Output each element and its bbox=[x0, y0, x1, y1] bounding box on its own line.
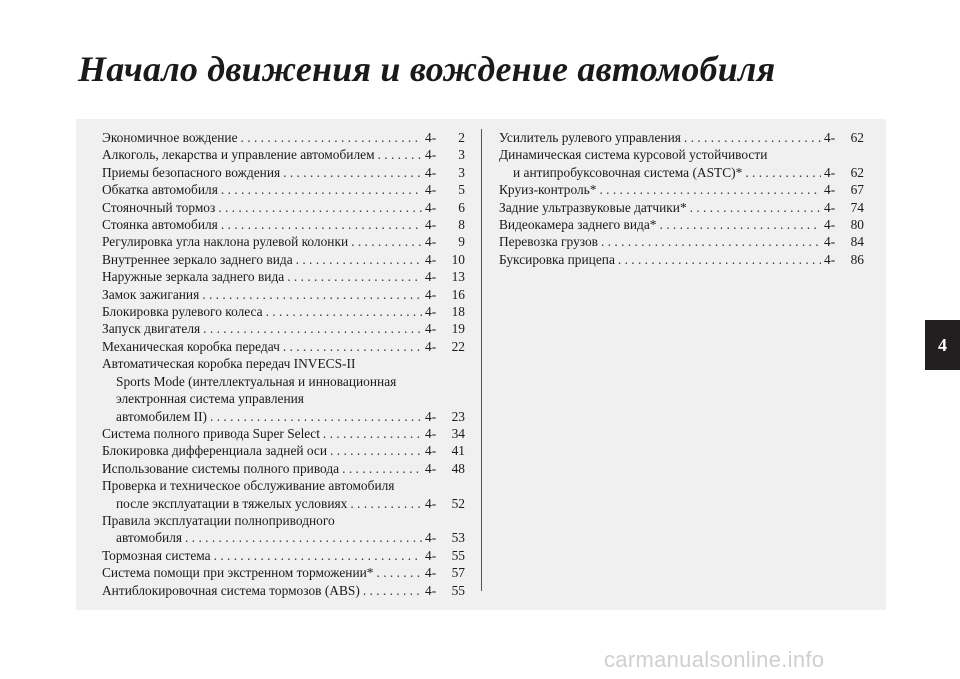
toc-entry-line: Правила эксплуатации полноприводного bbox=[102, 512, 335, 528]
toc-dot-leader bbox=[214, 547, 422, 564]
toc-dot-leader bbox=[363, 582, 422, 599]
toc-page-number: 67 bbox=[850, 182, 864, 198]
toc-entry-title: и антипробуксовочная система (ASTC)* bbox=[513, 164, 743, 180]
toc-column-left bbox=[102, 129, 465, 599]
toc-chapter-prefix: 4- bbox=[425, 338, 437, 354]
toc-chapter-prefix: 4- bbox=[824, 199, 836, 215]
toc-entry[interactable] bbox=[102, 512, 465, 547]
toc-dot-leader bbox=[221, 181, 422, 198]
toc-dot-leader bbox=[350, 495, 422, 512]
toc-entry[interactable] bbox=[102, 355, 465, 425]
toc-entry-line: Проверка и техническое обслуживание автомобиля bbox=[102, 478, 395, 494]
toc-page-number: 84 bbox=[850, 234, 864, 250]
toc-entry[interactable] bbox=[102, 181, 465, 198]
toc-chapter-prefix: 4- bbox=[425, 199, 437, 215]
toc-dot-leader bbox=[377, 564, 422, 581]
toc-entry-line bbox=[499, 164, 864, 181]
toc-page-number: 10 bbox=[451, 251, 465, 267]
toc-dot-leader bbox=[601, 233, 821, 250]
toc-page-number: 74 bbox=[850, 199, 864, 215]
toc-entry[interactable] bbox=[102, 320, 465, 337]
toc-entry[interactable] bbox=[102, 564, 465, 581]
toc-entry[interactable] bbox=[102, 425, 465, 442]
watermark: carmanualsonline.info bbox=[604, 647, 825, 672]
toc-entry-title: Видеокамера заднего вида* bbox=[499, 217, 657, 233]
toc-entry-title: Обкатка автомобиля bbox=[102, 182, 218, 198]
toc-page-number: 55 bbox=[451, 547, 465, 563]
toc-chapter-prefix: 4- bbox=[425, 164, 437, 180]
toc-page-number: 34 bbox=[451, 425, 465, 441]
toc-dot-leader bbox=[218, 199, 422, 216]
toc-entry-line bbox=[102, 408, 465, 425]
toc-dot-leader bbox=[378, 146, 422, 163]
toc-chapter-prefix: 4- bbox=[425, 130, 437, 145]
toc-dot-leader bbox=[296, 251, 422, 268]
toc-dot-leader bbox=[323, 425, 422, 442]
toc-entry-title: Антиблокировочная система тормозов (ABS) bbox=[102, 582, 360, 598]
toc-page-number: 6 bbox=[458, 199, 465, 215]
toc-page-number: 2 bbox=[458, 130, 465, 145]
toc-page-number: 18 bbox=[451, 304, 465, 320]
toc-chapter-prefix: 4- bbox=[425, 234, 437, 250]
toc-page-number: 80 bbox=[850, 217, 864, 233]
toc-page-number: 16 bbox=[451, 286, 465, 302]
toc-entry[interactable] bbox=[499, 216, 864, 233]
toc-page-number: 86 bbox=[850, 251, 864, 267]
toc-entry[interactable] bbox=[102, 442, 465, 459]
toc-dot-leader bbox=[618, 251, 821, 268]
toc-entry[interactable] bbox=[102, 129, 465, 146]
toc-dot-leader bbox=[203, 320, 422, 337]
toc-entry-line: Динамическая система курсовой устойчивости bbox=[499, 147, 768, 163]
toc-entry-title: Задние ультразвуковые датчики* bbox=[499, 199, 687, 215]
toc-page-number: 62 bbox=[850, 130, 864, 145]
toc-entry[interactable] bbox=[102, 582, 465, 599]
toc-chapter-prefix: 4- bbox=[425, 530, 437, 546]
toc-entry-line: электронная система управления bbox=[116, 391, 304, 407]
toc-entry-title: Приемы безопасного вождения bbox=[102, 164, 281, 180]
toc-entry[interactable] bbox=[499, 146, 864, 181]
toc-page-number: 9 bbox=[458, 234, 465, 250]
toc-column-right bbox=[499, 129, 864, 268]
toc-chapter-prefix: 4- bbox=[824, 164, 836, 180]
toc-page-number: 52 bbox=[451, 495, 465, 511]
toc-chapter-prefix: 4- bbox=[425, 147, 437, 163]
toc-entry[interactable] bbox=[102, 303, 465, 320]
toc-entry-title: Система полного привода Super Select bbox=[102, 425, 320, 441]
toc-entry-title: Блокировка рулевого колеса bbox=[102, 304, 263, 320]
toc-entry-title: Механическая коробка передач bbox=[102, 338, 280, 354]
toc-entry-title: автомобиля bbox=[116, 530, 183, 546]
toc-chapter-prefix: 4- bbox=[425, 565, 437, 581]
toc-entry[interactable] bbox=[102, 547, 465, 564]
toc-entry-title: Буксировка прицепа bbox=[499, 251, 615, 267]
toc-chapter-prefix: 4- bbox=[824, 234, 836, 250]
toc-dot-leader bbox=[330, 442, 422, 459]
toc-page-number: 19 bbox=[451, 321, 465, 337]
toc-dot-leader bbox=[210, 408, 422, 425]
toc-dot-leader bbox=[690, 199, 821, 216]
toc-chapter-prefix: 4- bbox=[425, 425, 437, 441]
toc-chapter-prefix: 4- bbox=[425, 460, 437, 476]
toc-entry-title: автомобилем II) bbox=[116, 408, 208, 424]
toc-dot-leader bbox=[185, 529, 422, 546]
toc-chapter-prefix: 4- bbox=[425, 304, 437, 320]
toc-chapter-prefix: 4- bbox=[824, 217, 836, 233]
toc-page-number: 22 bbox=[451, 338, 465, 354]
toc-page-number: 8 bbox=[458, 217, 465, 233]
toc-entry[interactable] bbox=[499, 199, 864, 216]
toc-chapter-prefix: 4- bbox=[425, 251, 437, 267]
toc-chapter-prefix: 4- bbox=[425, 217, 437, 233]
table-of-contents bbox=[76, 119, 886, 610]
toc-page-number: 57 bbox=[451, 565, 465, 581]
toc-page-number: 55 bbox=[451, 582, 465, 598]
toc-chapter-prefix: 4- bbox=[425, 408, 437, 424]
toc-entry[interactable] bbox=[102, 338, 465, 355]
toc-entry[interactable] bbox=[102, 251, 465, 268]
toc-page-number: 3 bbox=[458, 147, 465, 163]
toc-entry-title: после эксплуатации в тяжелых условиях bbox=[116, 495, 348, 511]
toc-entry[interactable] bbox=[102, 164, 465, 181]
toc-entry[interactable] bbox=[499, 181, 864, 198]
toc-entry-title: Регулировка угла наклона рулевой колонки bbox=[102, 234, 349, 250]
toc-entry[interactable] bbox=[102, 146, 465, 163]
toc-entry-title: Усилитель рулевого управления bbox=[499, 130, 681, 145]
toc-page-number: 48 bbox=[451, 460, 465, 476]
toc-chapter-prefix: 4- bbox=[425, 443, 437, 459]
toc-entry-title: Алкоголь, лекарства и управление автомобилем bbox=[102, 147, 375, 163]
toc-entry-title: Тормозная система bbox=[102, 547, 211, 563]
toc-chapter-prefix: 4- bbox=[824, 251, 836, 267]
toc-entry[interactable] bbox=[102, 460, 465, 477]
toc-entry[interactable] bbox=[102, 216, 465, 233]
toc-chapter-prefix: 4- bbox=[425, 286, 437, 302]
toc-entry-title: Стоянка автомобиля bbox=[102, 217, 218, 233]
toc-page-number: 13 bbox=[451, 269, 465, 285]
toc-chapter-prefix: 4- bbox=[425, 321, 437, 337]
toc-entry-title: Внутреннее зеркало заднего вида bbox=[102, 251, 293, 267]
toc-entry[interactable] bbox=[102, 268, 465, 285]
toc-dot-leader bbox=[266, 303, 422, 320]
toc-dot-leader bbox=[287, 268, 422, 285]
toc-entry-title: Наружные зеркала заднего вида bbox=[102, 269, 285, 285]
toc-chapter-prefix: 4- bbox=[824, 130, 836, 145]
toc-entry-title: Система помощи при экстренном торможении* bbox=[102, 565, 374, 581]
toc-entry-title: Стояночный тормоз bbox=[102, 199, 216, 215]
toc-dot-leader bbox=[342, 460, 422, 477]
toc-chapter-prefix: 4- bbox=[425, 547, 437, 563]
toc-chapter-prefix: 4- bbox=[425, 495, 437, 511]
toc-entry-title: Экономичное вождение bbox=[102, 130, 238, 145]
toc-entry-title: Использование системы полного привода bbox=[102, 460, 340, 476]
toc-chapter-prefix: 4- bbox=[425, 582, 437, 598]
toc-entry-line bbox=[102, 495, 465, 512]
toc-page-number: 41 bbox=[451, 443, 465, 459]
toc-dot-leader bbox=[283, 164, 422, 181]
toc-chapter-prefix: 4- bbox=[824, 182, 836, 198]
toc-entry-line: Sports Mode (интеллектуальная и инновационная bbox=[116, 373, 397, 389]
toc-entry-title: Запуск двигателя bbox=[102, 321, 201, 337]
toc-entry[interactable] bbox=[499, 251, 864, 268]
toc-dot-leader bbox=[202, 286, 422, 303]
toc-entry-line: Автоматическая коробка передач INVECS-II bbox=[102, 356, 356, 372]
toc-dot-leader bbox=[745, 164, 821, 181]
toc-page-number: 3 bbox=[458, 164, 465, 180]
toc-entry[interactable] bbox=[499, 233, 864, 250]
toc-entry[interactable] bbox=[102, 286, 465, 303]
toc-dot-leader bbox=[684, 129, 821, 146]
toc-entry-title: Перевозка грузов bbox=[499, 234, 598, 250]
toc-dot-leader bbox=[599, 181, 821, 198]
toc-entry-title: Замок зажигания bbox=[102, 286, 200, 302]
column-divider bbox=[481, 129, 482, 591]
toc-entry-title: Блокировка дифференциала задней оси bbox=[102, 443, 328, 459]
toc-dot-leader bbox=[660, 216, 822, 233]
toc-entry[interactable] bbox=[102, 199, 465, 216]
toc-entry[interactable] bbox=[102, 477, 465, 512]
toc-dot-leader bbox=[221, 216, 422, 233]
chapter-tab[interactable] bbox=[925, 320, 960, 370]
page-title: Начало движения и вождение автомобиля bbox=[78, 49, 776, 89]
toc-dot-leader bbox=[241, 129, 422, 146]
chapter-tab-label: 4 bbox=[938, 334, 947, 355]
toc-dot-leader bbox=[283, 338, 422, 355]
toc-page-number: 5 bbox=[458, 182, 465, 198]
toc-chapter-prefix: 4- bbox=[425, 269, 437, 285]
toc-page-number: 62 bbox=[850, 164, 864, 180]
toc-entry-line bbox=[102, 529, 465, 546]
toc-entry-title: Круиз-контроль* bbox=[499, 182, 597, 198]
toc-page-number: 23 bbox=[451, 408, 465, 424]
toc-entry[interactable] bbox=[102, 233, 465, 250]
toc-chapter-prefix: 4- bbox=[425, 182, 437, 198]
toc-page-number: 53 bbox=[451, 530, 465, 546]
toc-entry[interactable] bbox=[499, 129, 864, 146]
toc-dot-leader bbox=[351, 233, 422, 250]
